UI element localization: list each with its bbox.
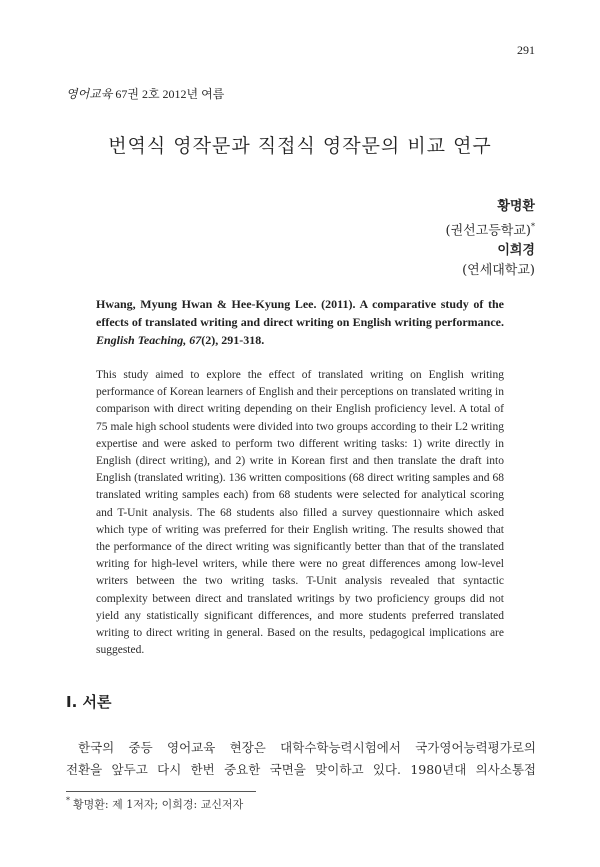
author-affiliation-2: (연세대학교) <box>462 263 535 279</box>
journal-header <box>66 85 224 102</box>
body-line-1: 한국의 중등 영어교육 현장은 대학수학능력시험에서 국가영어능력평가로의 <box>78 740 536 755</box>
author-footnote-mark: * <box>531 222 535 231</box>
footnote-mark: * <box>66 796 70 806</box>
author-affiliation-1 <box>446 217 536 241</box>
citation-authors-year: Hwang, Myung Hwan & Hee-Kyung Lee. (2011). <box>96 297 356 311</box>
abstract: This study aimed to explore the effect of translated writing on English writing performance of Korean learners of English and their perceptions on translated writing in comparison with direct writing depending on their English proficiency level. A total of 75 male high school students were divided into two groups according to their L2 writing expertise and were asked to perform two different writing tasks: 1) write directly in English (direct writing), and 2) write in Korean first and then translate the draft into English (translated writing). 136 written compositions (68 direct writing samples and 68 translated writing samples each) from 68 students were selected for analytical scoring and T-Unit analysis. The 68 students also filled a survey questionnaire which asked which type of writing was preferred for their English writing. The results showed that the performance of the direct writing was significantly better than that of the translated writing for high-level writers, while there were no great differences among low-level writers between the two writing tasks. T-Unit analysis revealed that syntactic complexity between direct and translated writings by two proficiency groups did not yield any statistically significant differences, and more students preferred translated writing to direct writing in general. Based on the results, pedagogical implications are suggested. <box>96 369 504 657</box>
section-body <box>66 737 536 781</box>
journal-issue: 67권 2호 2012년 여름 <box>115 87 225 101</box>
paper-title: 번역식 영작문과 직접식 영작문의 비교 연구 <box>108 135 492 157</box>
citation <box>96 295 504 349</box>
author-name-2: 이희경 <box>497 243 535 259</box>
citation-journal: English Teaching, 67 <box>96 333 202 347</box>
journal-name: 영어교육 <box>66 87 113 101</box>
footnote-divider <box>66 791 256 792</box>
body-line-2: 전환을 앞두고 다시 한번 중요한 국면을 맞이하고 있다. 1980년대 의사소통접 <box>66 762 536 777</box>
footnote-text: 황명환: 제 1저자; 이희경: 교신저자 <box>73 798 244 811</box>
author-block <box>446 197 536 281</box>
citation-title: A comparative study of the effects of translated writing and direct writing on English writing performance. <box>96 297 504 329</box>
citation-issue-pages: (2), 291-318. <box>201 333 265 347</box>
affiliation-text-1: (권선고등학교) <box>445 223 531 239</box>
page-number: 291 <box>517 43 535 57</box>
author-name-1: 황명환 <box>497 199 535 214</box>
section-heading: I. 서론 <box>66 693 112 711</box>
footnote <box>66 796 243 812</box>
